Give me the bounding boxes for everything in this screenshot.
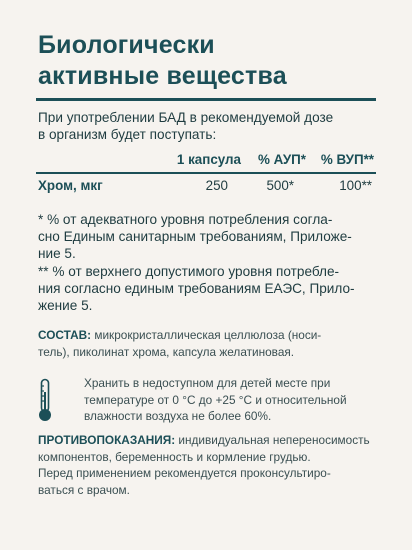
title-divider [36, 98, 376, 101]
table-header [38, 150, 376, 172]
composition-label: СОСТАВ: [38, 328, 92, 342]
row-name: Хром, мкг [38, 178, 103, 193]
intro-line-2: в организм будет поступать: [38, 127, 217, 142]
footnote-vup-line: жение 5. [38, 298, 93, 313]
contraindications-section [38, 432, 383, 498]
thermometer-icon [38, 378, 52, 423]
column-header-vup: % ВУП** [320, 152, 374, 167]
row-value-vup: 100** [339, 178, 372, 193]
footnote-aup [38, 211, 383, 262]
footnote-aup-line: сно Единым санитарным требованиям, Приложе- [38, 229, 352, 244]
row-value-capsule: 250 [205, 178, 228, 193]
composition-text: микрокристаллическая целлюлоза (носи- [91, 328, 322, 342]
contraindications-text: Перед применением рекомендуется проконсультиро- [38, 466, 331, 480]
composition-section [38, 327, 383, 360]
contraindications-label: ПРОТИВОПОКАЗАНИЯ: [38, 433, 176, 447]
storage-text: влажности воздуха не более 60%. [84, 409, 272, 423]
page-title [38, 30, 388, 92]
footnote-aup-line: ние 5. [38, 246, 76, 261]
intro-text [38, 109, 383, 143]
storage-text: Хранить в недоступном для детей месте при [84, 376, 331, 390]
intro-line-1: При употреблении БАД в рекомендуемой дозе [38, 110, 334, 125]
title-line-2: активные вещества [38, 62, 287, 90]
footnote-vup [38, 263, 383, 314]
column-header-aup: % АУП* [258, 152, 306, 167]
footnote-vup-line: ** % от верхнего допустимого уровня потребле- [38, 264, 340, 279]
row-value-aup: 500* [266, 178, 294, 193]
column-header-capsule: 1 капсула [176, 152, 241, 167]
footnote-vup-line: ния согласно единым требованиям ЕАЭС, Прило- [38, 281, 355, 296]
storage-section [84, 375, 384, 425]
table-row [38, 176, 376, 198]
contraindications-text: ваться с врачом. [38, 482, 130, 497]
contraindications-text: компонентов, беременность и кормление грудью. [38, 449, 311, 464]
title-line-1: Биологически [38, 31, 215, 59]
contraindications-text: индивидуальная непереносимость [175, 433, 370, 447]
footnote-aup-line: * % от адекватного уровня потребления согла- [38, 212, 333, 227]
storage-text: температуре от 0 °С до +25 °С и относительной [84, 392, 347, 407]
table-divider [36, 172, 376, 174]
composition-text: тель), пиколинат хрома, капсула желатиновая. [38, 344, 295, 359]
